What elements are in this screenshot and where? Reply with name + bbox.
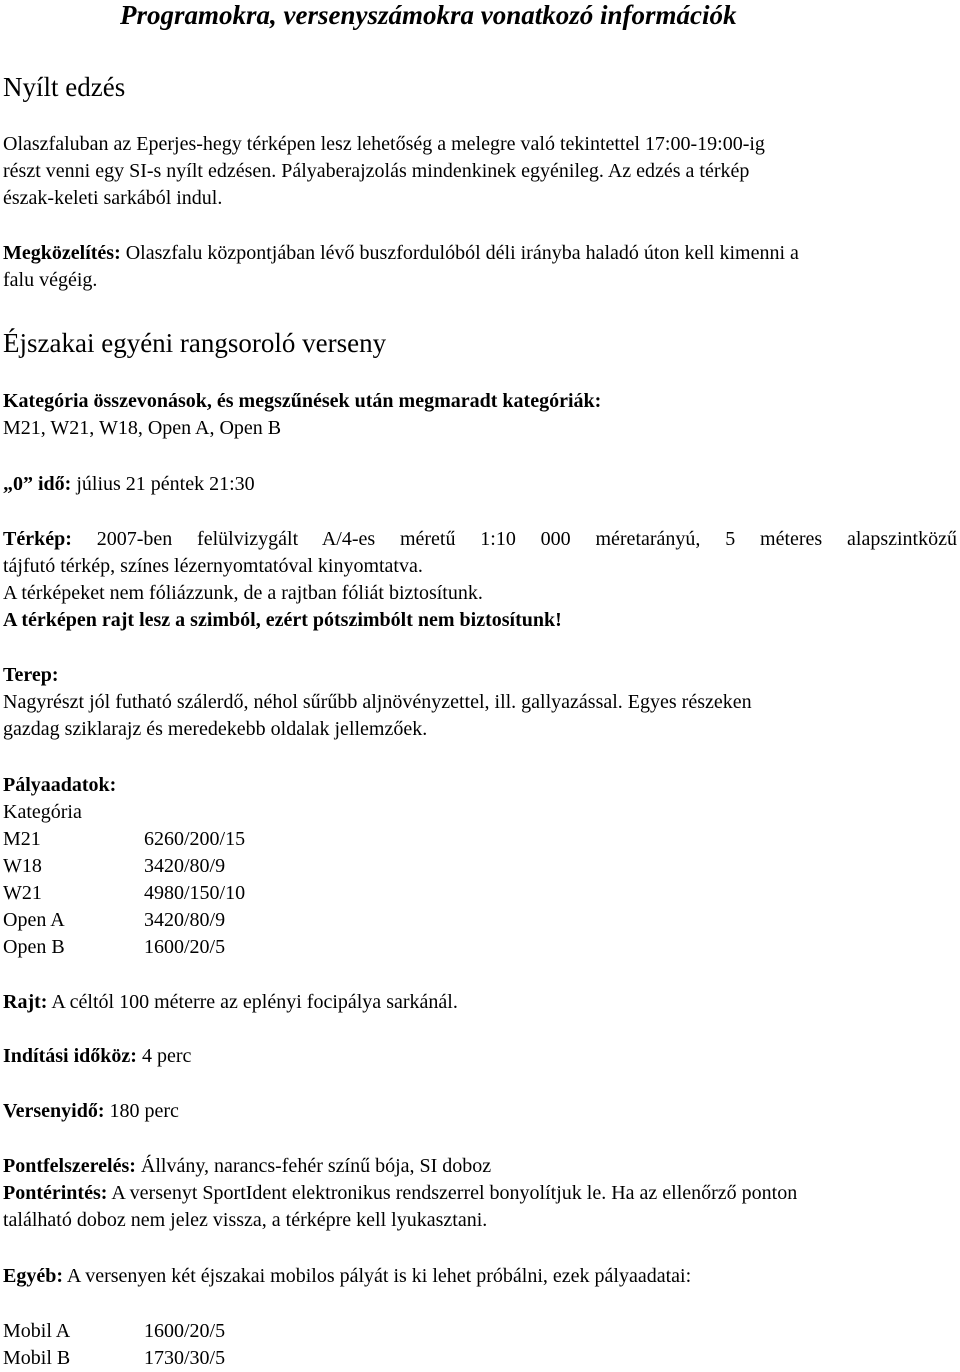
- other-line: [3, 1263, 957, 1290]
- course-data-label: Pályaadatok:: [3, 774, 117, 796]
- approach-paragraph: [3, 240, 957, 294]
- text-line: Olaszfaluban az Eperjes-hegy térképen lesz lehetőség a melegre való tekintettel 17:00-19:00-ig: [3, 133, 765, 155]
- terrain-label: Terep:: [3, 664, 59, 686]
- night-race-heading: Éjszakai egyéni rangsoroló verseny: [3, 328, 387, 358]
- controls-section: [3, 1153, 957, 1234]
- table-row: [3, 907, 957, 934]
- table-row: [3, 826, 957, 853]
- text-line: részt venni egy SI-s nyílt edzésen. Pályaberajzolás mindenkinek egyénileg. Az edzés a térkép: [3, 160, 750, 182]
- race-time-value: 180 perc: [104, 1100, 179, 1122]
- punching-text: A versenyt SportIdent elektronikus rendszerrel bonyolítjuk le. Ha az ellenőrző ponton: [107, 1182, 798, 1204]
- start-interval-label: Indítási időköz:: [3, 1045, 137, 1067]
- approach-text-cont: falu végéig.: [3, 269, 98, 291]
- course-data-section: [3, 772, 957, 961]
- course-data: 4980/150/10: [144, 882, 246, 904]
- race-time-line: [3, 1098, 957, 1125]
- map-symbol-note: A térképen rajt lesz a szimból, ezért pótszimbólt nem biztosítunk!: [3, 609, 562, 631]
- course-category: W21: [3, 882, 42, 904]
- approach-label: Megközelítés:: [3, 242, 121, 264]
- table-row: [3, 934, 957, 961]
- course-data: 3420/80/9: [144, 909, 226, 931]
- other-value: A versenyen két éjszakai mobilos pályát is ki lehet próbálni, ezek pályaadatai:: [63, 1265, 692, 1287]
- punching-label: Pontérintés:: [3, 1182, 108, 1204]
- control-equipment-value: Állvány, narancs-fehér színű bója, SI doboz: [135, 1155, 492, 1177]
- table-row: [3, 1318, 957, 1345]
- course-category: W18: [3, 855, 42, 877]
- course-data: 3420/80/9: [144, 855, 226, 877]
- terrain-text-cont: gazdag sziklarajz és meredekebb oldalak jellemzőek.: [3, 718, 428, 740]
- zero-time-line: [3, 471, 957, 498]
- course-data: 1600/20/5: [144, 936, 226, 958]
- table-row: [3, 853, 957, 880]
- open-training-description: [3, 131, 957, 212]
- mobile-data: 1730/30/5: [144, 1347, 226, 1369]
- map-label: Térkép:: [3, 528, 72, 550]
- zero-time-value: július 21 péntek 21:30: [71, 473, 255, 495]
- course-data: 6260/200/15: [144, 828, 246, 850]
- start-interval-line: [3, 1043, 957, 1070]
- start-interval-value: 4 perc: [136, 1045, 192, 1067]
- approach-text: Olaszfalu központjában lévő buszfordulóból déli irányba haladó úton kell kimenni a: [120, 242, 799, 264]
- terrain-text: Nagyrészt jól futható szálerdő, néhol sűrűbb aljnövényzettel, ill. gallyazással. Egyes részeken: [3, 691, 752, 713]
- mobile-category: Mobil A: [3, 1320, 71, 1342]
- text-line: észak-keleti sarkából indul.: [3, 187, 223, 209]
- punching-text-cont: található doboz nem jelez vissza, a térképre kell lyukasztani.: [3, 1209, 488, 1231]
- table-row: [3, 880, 957, 907]
- course-category: Open B: [3, 936, 65, 958]
- start-line: [3, 989, 957, 1016]
- categories-value: M21, W21, W18, Open A, Open B: [3, 417, 282, 439]
- map-foil-note: A térképeket nem fóliázzunk, de a rajtban fóliát biztosítunk.: [3, 582, 483, 604]
- categories-label: Kategória összevonások, és megszűnések után megmaradt kategóriák:: [3, 390, 602, 412]
- terrain-section: [3, 662, 957, 743]
- control-equipment-label: Pontfelszerelés:: [3, 1155, 136, 1177]
- map-text: 2007-ben felülvizygált A/4-es méretű 1:10 000 méretarányú, 5 méteres alapszintközű: [71, 528, 957, 550]
- mobile-courses: [3, 1318, 957, 1372]
- zero-time-label: „0” idő:: [3, 473, 72, 495]
- mobile-data: 1600/20/5: [144, 1320, 226, 1342]
- race-time-label: Versenyidő:: [3, 1100, 105, 1122]
- course-table-header: Kategória: [3, 801, 82, 823]
- open-training-heading: Nyílt edzés: [3, 72, 126, 102]
- other-label: Egyéb:: [3, 1265, 63, 1287]
- course-category: Open A: [3, 909, 65, 931]
- mobile-category: Mobil B: [3, 1347, 71, 1369]
- map-text-cont: tájfutó térkép, színes lézernyomtatóval kinyomtatva.: [3, 555, 423, 577]
- course-category: M21: [3, 828, 41, 850]
- categories-section: [3, 388, 957, 442]
- start-label: Rajt:: [3, 991, 48, 1013]
- map-section: [3, 526, 957, 634]
- document-title: Programokra, versenyszámokra vonatkozó információk: [120, 0, 737, 30]
- start-value: A céltól 100 méterre az eplényi focipálya sarkánál.: [47, 991, 458, 1013]
